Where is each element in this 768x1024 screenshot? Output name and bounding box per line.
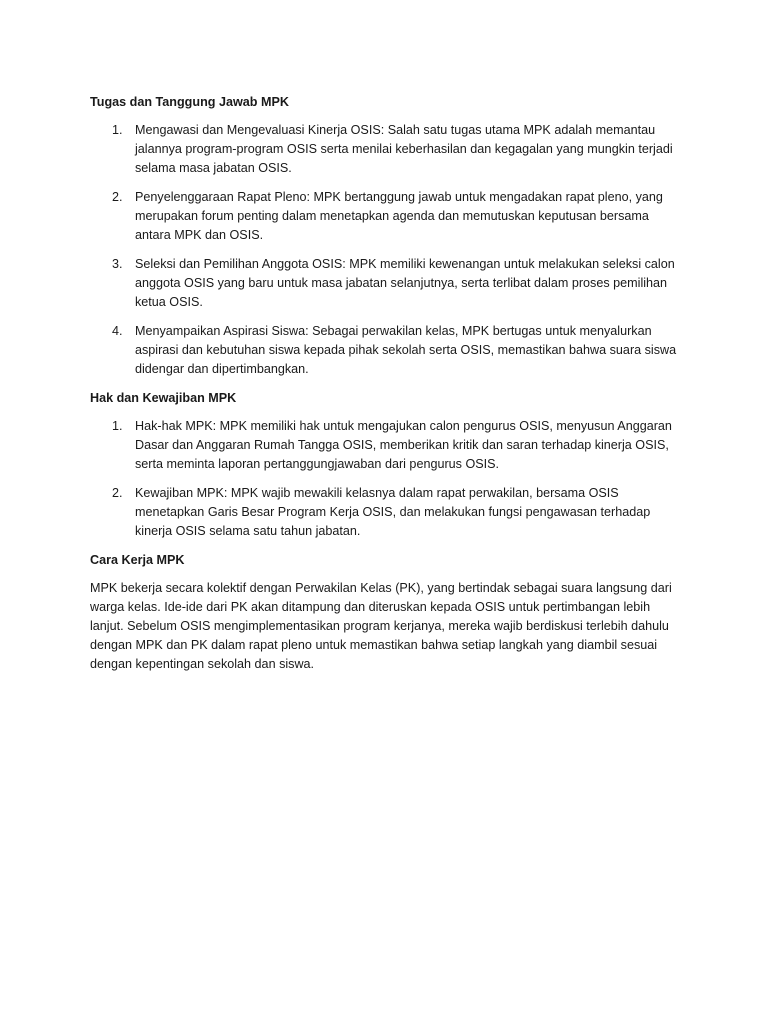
section-cara-kerja [90,551,680,674]
numbered-list [90,121,680,379]
list-number: 2. [112,190,123,204]
list-item [90,121,680,178]
section-hak-kewajiban [90,389,680,541]
list-item-text: Kewajiban MPK: MPK wajib mewakili kelasnya dalam rapat perwakilan, bersama OSIS menetapkan Garis Besar Program Kerja OSIS, dan melakukan fungsi pengawasan terhadap kinerja OSIS selama satu tahun jabatan. [135,486,651,538]
section-heading: Cara Kerja MPK [90,553,185,567]
list-item-text: Mengawasi dan Mengevaluasi Kinerja OSIS: Salah satu tugas utama MPK adalah memantau jalannya program-program OSIS serta menilai keberhasilan dan kegagalan yang mungkin terjadi selama masa jabatan OSIS. [135,123,673,175]
list-item [90,484,680,541]
numbered-list [90,417,680,541]
list-item-text: Seleksi dan Pemilihan Anggota OSIS: MPK memiliki kewenangan untuk melakukan seleksi calon anggota OSIS yang baru untuk masa jabatan selanjutnya, serta terlibat dalam proses pemilihan ketua OSIS. [135,257,675,309]
list-number: 4. [112,324,123,338]
section-tugas [90,93,680,379]
list-item-text: Hak-hak MPK: MPK memiliki hak untuk mengajukan calon pengurus OSIS, menyusun Anggaran Dasar dan Anggaran Rumah Tangga OSIS, memberikan kritik dan saran terhadap kinerja OSIS, serta meminta laporan pertanggungjawaban dari pengurus OSIS. [135,419,672,471]
list-item [90,255,680,312]
list-item [90,188,680,245]
list-item-text: Penyelenggaraan Rapat Pleno: MPK bertanggung jawab untuk mengadakan rapat pleno, yang merupakan forum penting dalam menetapkan agenda dan memutuskan keputusan bersama antara MPK dan OSIS. [135,190,663,242]
list-number: 2. [112,486,123,500]
list-number: 3. [112,257,123,271]
document-page [90,93,680,674]
list-item-text: Menyampaikan Aspirasi Siswa: Sebagai perwakilan kelas, MPK bertugas untuk menyalurkan aspirasi dan kebutuhan siswa kepada pihak sekolah serta OSIS, memastikan bahwa suara siswa didengar dan dipertimbangkan. [135,324,677,376]
list-item [90,322,680,379]
section-heading: Hak dan Kewajiban MPK [90,391,237,405]
section-heading: Tugas dan Tanggung Jawab MPK [90,95,289,109]
body-paragraph: MPK bekerja secara kolektif dengan Perwakilan Kelas (PK), yang bertindak sebagai suara langsung dari warga kelas. Ide-ide dari PK akan ditampung dan diteruskan kepada OSIS untuk pertimbangan lebih lanjut. Sebelum OSIS mengimplementasikan program kerjanya, mereka wajib berdiskusi terlebih dahulu dengan MPK dan PK dalam rapat pleno untuk memastikan bahwa setiap langkah yang diambil sesuai dengan kepentingan sekolah dan siswa. [90,581,672,671]
list-item [90,417,680,474]
list-number: 1. [112,123,123,137]
list-number: 1. [112,419,123,433]
